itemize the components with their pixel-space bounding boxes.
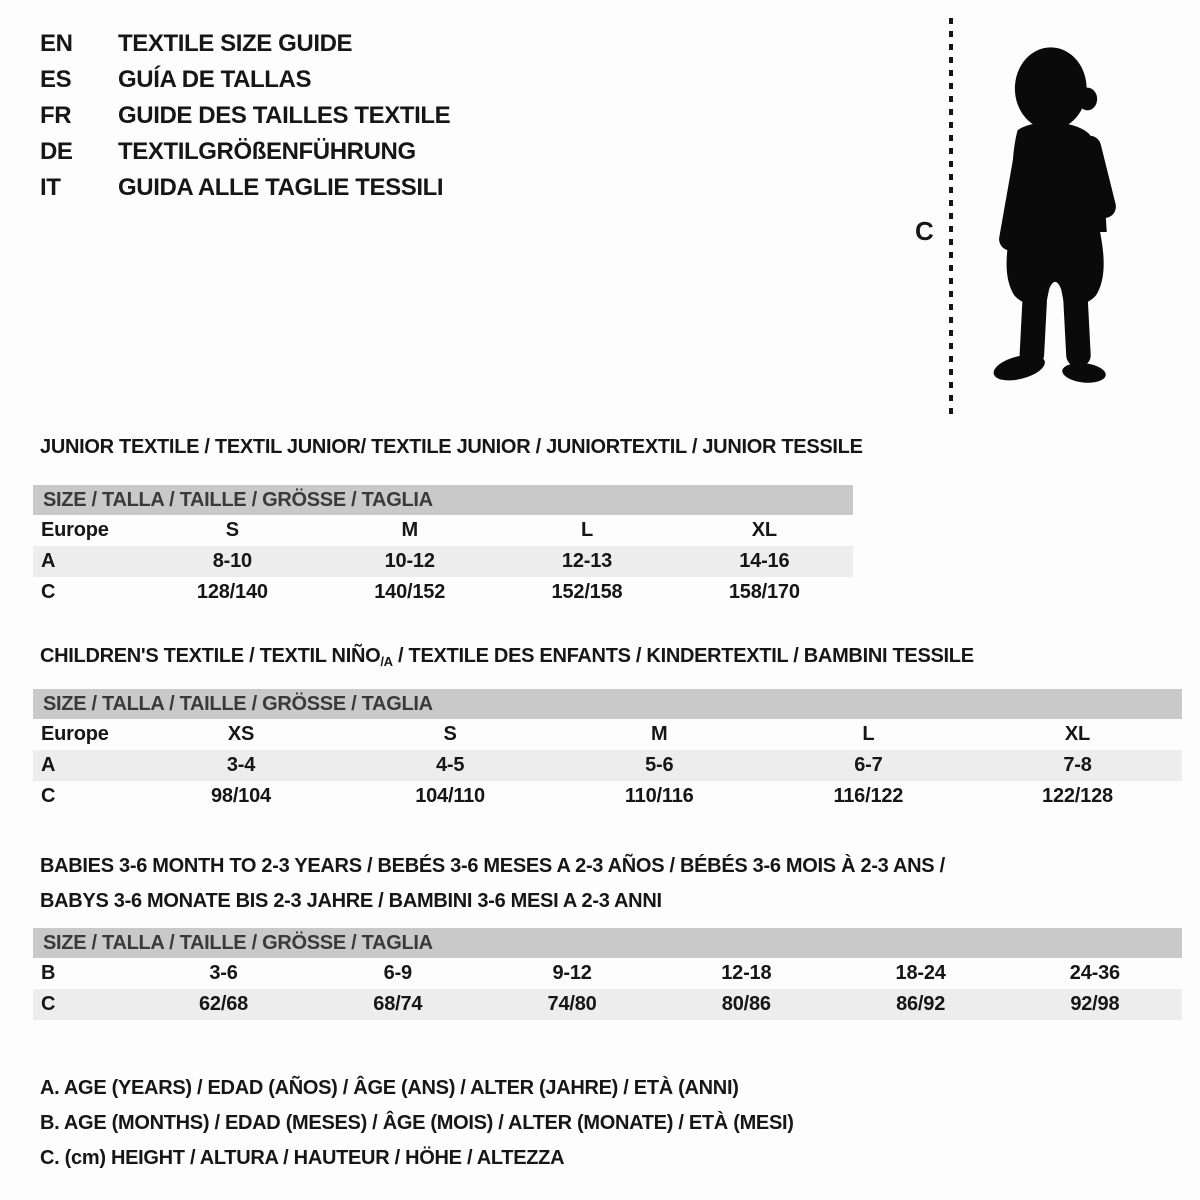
size-cell: L xyxy=(580,519,594,541)
dashed-height-line xyxy=(949,18,953,415)
size-header-bar: SIZE / TALLA / TAILLE / GRÖSSE / TAGLIA xyxy=(33,928,1182,958)
language-code: EN xyxy=(40,30,73,57)
language-code: ES xyxy=(40,66,72,93)
height-cell: 116/122 xyxy=(833,785,904,807)
babies-title-line2: BABYS 3-6 MONATE BIS 2-3 JAHRE / BAMBINI 3-6 MESI A 2-3 ANNI xyxy=(40,890,662,912)
guide-title-en: TEXTILE SIZE GUIDE xyxy=(118,30,353,57)
age-cell: 5-6 xyxy=(645,754,674,776)
table-row-height xyxy=(33,989,1182,1020)
babies-section-title xyxy=(40,849,945,919)
language-title-list xyxy=(40,26,450,206)
junior-section-title: JUNIOR TEXTILE / TEXTIL JUNIOR/ TEXTILE JUNIOR / JUNIORTEXTIL / JUNIOR TESSILE xyxy=(40,436,863,458)
language-row xyxy=(40,98,450,134)
height-cell: 128/140 xyxy=(196,581,268,603)
size-header-bar: SIZE / TALLA / TAILLE / GRÖSSE / TAGLIA xyxy=(33,485,853,515)
height-cell: 140/152 xyxy=(374,581,446,603)
language-code: DE xyxy=(40,138,73,165)
row-label: Europe xyxy=(41,519,109,541)
row-label: B xyxy=(41,962,56,984)
table-row-europe xyxy=(33,515,853,546)
months-cell: 6-9 xyxy=(383,962,412,984)
height-cell: 68/74 xyxy=(373,993,423,1015)
months-cell: 18-24 xyxy=(895,962,946,984)
age-cell: 12-13 xyxy=(561,550,613,572)
children-title-pre: CHILDREN'S TEXTILE / TEXTIL NIÑO xyxy=(40,645,381,667)
height-cell: 122/128 xyxy=(1042,785,1113,807)
guide-title-es: GUÍA DE TALLAS xyxy=(118,66,312,93)
size-cell: M xyxy=(401,519,418,541)
size-cell: XL xyxy=(751,519,777,541)
children-size-table xyxy=(33,689,1182,812)
row-label: C xyxy=(41,581,56,603)
language-code: IT xyxy=(40,174,61,201)
children-title-post: / TEXTILE DES ENFANTS / KINDERTEXTIL / BAMBINI TESSILE xyxy=(392,645,974,667)
children-title-sub: /A xyxy=(380,654,393,669)
size-cell: XL xyxy=(1064,723,1091,745)
months-cell: 24-36 xyxy=(1069,962,1120,984)
height-measure-figure xyxy=(905,14,1165,420)
height-cell: 98/104 xyxy=(210,785,271,807)
height-cell: 86/92 xyxy=(896,993,946,1015)
row-label: A xyxy=(41,550,56,572)
size-cell: XS xyxy=(227,723,255,745)
babies-size-table xyxy=(33,928,1182,1020)
size-cell: M xyxy=(650,723,668,745)
row-label: C xyxy=(41,993,56,1015)
age-cell: 3-4 xyxy=(226,754,256,776)
age-cell: 10-12 xyxy=(384,550,435,572)
age-cell: 6-7 xyxy=(854,754,883,776)
legend-age-months: B. AGE (MONTHS) / EDAD (MESES) / ÂGE (MOIS) / ALTER (MONATE) / ETÀ (MESI) xyxy=(40,1112,794,1134)
height-cell: 104/110 xyxy=(415,785,485,807)
legend xyxy=(40,1071,794,1176)
guide-title-fr: GUIDE DES TAILLES TEXTILE xyxy=(118,102,451,129)
height-cell: 62/68 xyxy=(199,993,249,1015)
height-cell: 110/116 xyxy=(624,785,694,807)
table-row-height xyxy=(33,781,1182,812)
junior-size-table xyxy=(33,485,853,608)
height-cell: 152/158 xyxy=(551,581,623,603)
age-cell: 8-10 xyxy=(212,550,252,572)
toddler-silhouette-icon xyxy=(965,19,1140,417)
row-label: C xyxy=(41,785,56,807)
height-cell: 92/98 xyxy=(1070,993,1120,1015)
size-cell: S xyxy=(225,519,239,541)
language-row xyxy=(40,170,450,206)
language-row xyxy=(40,134,450,170)
language-row xyxy=(40,62,450,98)
children-section-title xyxy=(40,645,974,669)
months-cell: 12-18 xyxy=(721,962,772,984)
row-label: A xyxy=(41,754,56,776)
table-row-age xyxy=(33,546,853,577)
row-label: Europe xyxy=(41,723,109,745)
guide-title-de: TEXTILGRÖßENFÜHRUNG xyxy=(118,138,416,165)
size-header-bar: SIZE / TALLA / TAILLE / GRÖSSE / TAGLIA xyxy=(33,689,1182,719)
height-cell: 158/170 xyxy=(728,581,800,603)
height-cell: 74/80 xyxy=(547,993,597,1015)
height-measure-label: C xyxy=(915,216,934,246)
babies-title-line1: BABIES 3-6 MONTH TO 2-3 YEARS / BEBÉS 3-6 MESES A 2-3 AÑOS / BÉBÉS 3-6 MOIS À 2-3 ANS / xyxy=(40,855,945,877)
table-row-months xyxy=(33,958,1182,989)
table-row-europe xyxy=(33,719,1182,750)
language-code: FR xyxy=(40,102,72,129)
legend-height-cm: C. (cm) HEIGHT / ALTURA / HAUTEUR / HÖHE / ALTEZZA xyxy=(40,1147,565,1169)
guide-title-it: GUIDA ALLE TAGLIE TESSILI xyxy=(118,174,444,201)
language-row xyxy=(40,26,450,62)
table-row-height xyxy=(33,577,853,608)
months-cell: 3-6 xyxy=(209,962,238,984)
size-cell: S xyxy=(443,723,457,745)
age-cell: 4-5 xyxy=(435,754,465,776)
size-cell: L xyxy=(862,723,875,745)
age-cell: 14-16 xyxy=(739,550,790,572)
legend-age-years: A. AGE (YEARS) / EDAD (AÑOS) / ÂGE (ANS) / ALTER (JAHRE) / ETÀ (ANNI) xyxy=(40,1077,739,1099)
months-cell: 9-12 xyxy=(552,962,592,984)
table-row-age xyxy=(33,750,1182,781)
age-cell: 7-8 xyxy=(1063,754,1092,776)
height-cell: 80/86 xyxy=(721,993,771,1015)
